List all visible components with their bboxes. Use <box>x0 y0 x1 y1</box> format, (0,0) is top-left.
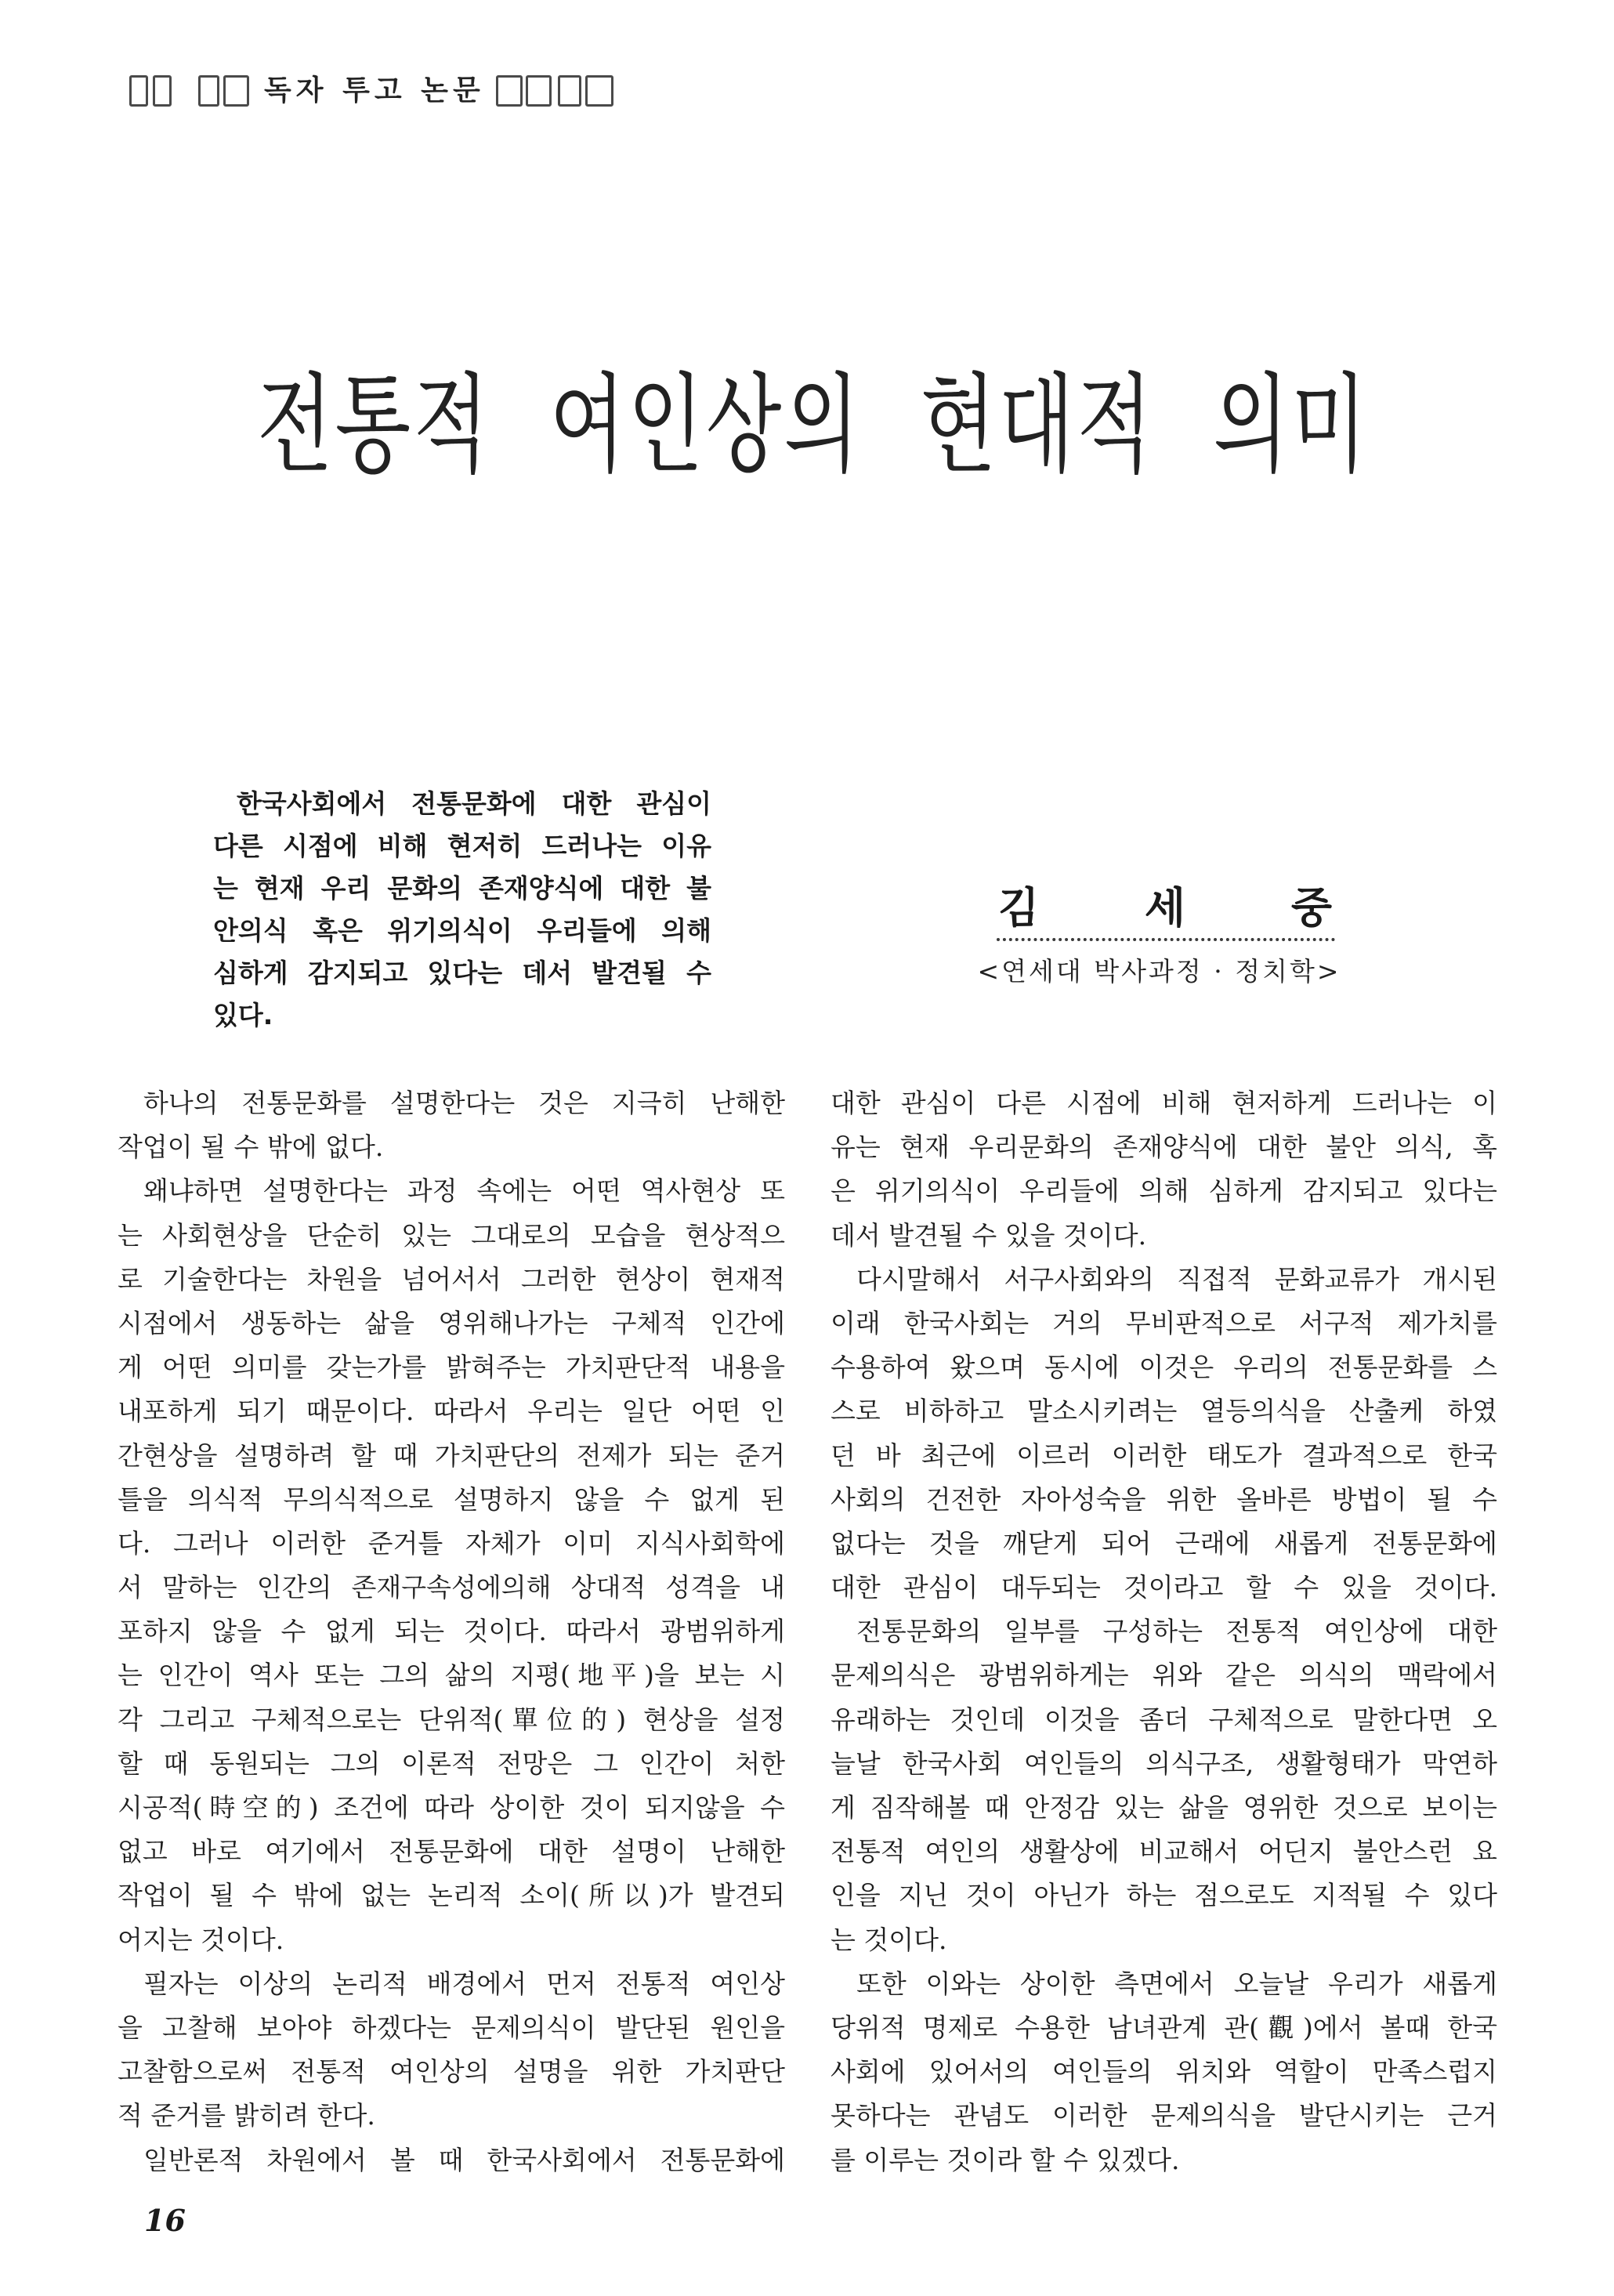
body-line: 당위적 명제로 수용한 남녀관계 관(觀)에서 볼때 한국 <box>831 2012 1497 2043</box>
body-line: 인을 지닌 것이 아닌가 하는 점으로도 지적될 수 있다 <box>831 1880 1497 1911</box>
body-line: 은 위기의식이 우리들에 의해 심하게 감지되고 있다는 <box>831 1175 1497 1207</box>
body-line: 각 그리고 구체적으로는 단위적(單位的) 현상을 설정 <box>118 1704 785 1735</box>
header-ornament-box <box>153 75 172 107</box>
body-paragraph <box>831 1081 1497 1258</box>
header-ornament-box <box>558 75 581 107</box>
body-paragraph <box>118 2138 785 2182</box>
body-line: 게 짐작해볼 때 안정감 있는 삶을 영위한 것으로 보이는 <box>831 1792 1497 1823</box>
body-line: 이래 한국사회는 거의 무비판적으로 서구적 제가치를 <box>831 1307 1497 1338</box>
body-line: 사회의 건전한 자아성숙을 위한 올바른 방법이 될 수 <box>831 1483 1497 1515</box>
body-paragraph <box>118 1169 785 1961</box>
body-line: 대한 관심이 대두되는 것이라고 할 수 있을 것이다. <box>831 1572 1497 1603</box>
header-ornament-box <box>198 75 219 107</box>
body-paragraph <box>831 1962 1497 2182</box>
body-line: 서 말하는 인간의 존재구속성에의해 상대적 성격을 내 <box>118 1572 785 1603</box>
article-title: 전통적 여인상의 현대적 의미 <box>257 361 1370 489</box>
body-line: 는 인간이 역사 또는 그의 삶의 지평(地平)을 보는 시 <box>118 1660 785 1691</box>
body-line: 시점에서 생동하는 삶을 영위해나가는 구체적 인간에 <box>118 1307 785 1338</box>
abstract-line: 한국사회에서 전통문화에 대한 관심이 <box>237 788 711 819</box>
body-line: 어지는 것이다. <box>118 1924 284 1955</box>
body-line: 또한 이와는 상이한 측면에서 오늘날 우리가 새롭게 <box>856 1968 1497 1999</box>
author-dotted-rule <box>997 938 1335 941</box>
body-paragraph <box>118 1081 785 1169</box>
body-paragraph <box>118 1962 785 2138</box>
body-line: 내포하게 되기 때문이다. 따라서 우리는 일단 어떤 인 <box>118 1396 785 1427</box>
header-ornament-box <box>223 75 249 107</box>
abstract-line: 심하게 감지되고 있다는 데서 발견될 수 <box>213 958 711 988</box>
body-line: 데서 발견될 수 있을 것이다. <box>831 1219 1147 1251</box>
abstract-line: 안의식 혹은 위기의식이 우리들에 의해 <box>213 915 711 946</box>
article-abstract <box>213 783 711 1037</box>
body-line: 유래하는 것인데 이것을 좀더 구체적으로 말한다면 오 <box>831 1704 1497 1735</box>
body-line: 로 기술한다는 차원을 넘어서서 그러한 현상이 현재적 <box>118 1263 785 1295</box>
body-line: 틀을 의식적 무의식적으로 설명하지 않을 수 없게 된 <box>118 1483 785 1515</box>
body-line: 고찰함으로써 전통적 여인상의 설명을 위한 가치판단 <box>118 2056 785 2088</box>
body-line: 작업이 될 수 밖에 없다. <box>118 1132 384 1163</box>
body-line: 없다는 것을 깨닫게 되어 근래에 새롭게 전통문화에 <box>831 1527 1497 1559</box>
section-label: 독자 투고 논문 <box>264 74 485 107</box>
header-ornament-box <box>496 75 523 107</box>
body-line: 는 것이다. <box>831 1924 947 1955</box>
page-number: 16 <box>144 2203 186 2238</box>
body-line: 적 준거를 밝히려 한다. <box>118 2100 375 2131</box>
body-column-left <box>118 1081 785 2182</box>
body-line: 작업이 될 수 밖에 없는 논리적 소이(所以)가 발견되 <box>118 1880 785 1911</box>
body-line: 할 때 동원되는 그의 이론적 전망은 그 인간이 처한 <box>118 1747 785 1779</box>
header-ornament-box <box>585 75 613 107</box>
body-line: 왜냐하면 설명한다는 과정 속에는 어떤 역사현상 또 <box>143 1175 785 1207</box>
abstract-line: 는 현재 우리 문화의 존재양식에 대한 불 <box>213 873 711 904</box>
abstract-line: 있다. <box>213 1000 273 1030</box>
body-line: 사회에 있어서의 여인들의 위치와 역할이 만족스럽지 <box>831 2056 1497 2088</box>
body-line: 스로 비하하고 말소시키려는 열등의식을 산출케 하였 <box>831 1396 1497 1427</box>
body-line: 전통적 여인의 생활상에 비교해서 어딘지 불안스런 요 <box>831 1836 1497 1867</box>
body-paragraph <box>831 1610 1497 1962</box>
body-line: 는 사회현상을 단순히 있는 그대로의 모습을 현상적으 <box>118 1219 785 1251</box>
body-line: 유는 현재 우리문화의 존재양식에 대한 불안 의식, 혹 <box>831 1132 1497 1163</box>
body-line: 못하다는 관념도 이러한 문제의식을 발단시키는 근거 <box>831 2100 1497 2131</box>
body-line: 포하지 않을 수 없게 되는 것이다. 따라서 광범위하게 <box>118 1616 785 1647</box>
body-line: 다시말해서 서구사회와의 직접적 문화교류가 개시된 <box>856 1263 1497 1295</box>
body-line: 늘날 한국사회 여인들의 의식구조, 생활형태가 막연하 <box>831 1747 1497 1779</box>
body-line: 을 고찰해 보아야 하겠다는 문제의식이 발단된 원인을 <box>118 2012 785 2043</box>
body-paragraph <box>831 1258 1497 1610</box>
body-line: 다. 그러나 이러한 준거틀 자체가 이미 지식사회학에 <box>118 1527 785 1559</box>
body-line: 수용하여 왔으며 동시에 이것은 우리의 전통문화를 스 <box>831 1352 1497 1383</box>
body-line: 전통문화의 일부를 구성하는 전통적 여인상에 대한 <box>856 1616 1497 1647</box>
header-ornament-box <box>526 75 552 107</box>
body-line: 시공적(時空的) 조건에 따라 상이한 것이 되지않을 수 <box>118 1792 785 1823</box>
body-line: 없고 바로 여기에서 전통문화에 대한 설명이 난해한 <box>118 1836 785 1867</box>
body-line: 문제의식은 광범위하게는 위와 같은 의식의 맥락에서 <box>831 1660 1497 1691</box>
body-column-right <box>831 1081 1497 2182</box>
author-affiliation: <연세대 박사과정 · 정치학> <box>977 956 1341 987</box>
body-line: 를 이루는 것이라 할 수 있겠다. <box>831 2144 1180 2175</box>
body-line: 간현상을 설명하려 할 때 가치판단의 전제가 되는 준거 <box>118 1440 785 1471</box>
header-ornament-box <box>129 75 148 107</box>
author-name: 김 세 중 <box>998 883 1332 933</box>
body-line: 일반론적 차원에서 볼 때 한국사회에서 전통문화에 <box>143 2144 785 2175</box>
abstract-line: 다른 시점에 비해 현저히 드러나는 이유 <box>213 831 711 861</box>
body-line: 하나의 전통문화를 설명한다는 것은 지극히 난해한 <box>143 1088 785 1118</box>
body-line: 던 바 최근에 이르러 이러한 태도가 결과적으로 한국 <box>831 1440 1497 1471</box>
body-line: 필자는 이상의 논리적 배경에서 먼저 전통적 여인상 <box>143 1968 785 1999</box>
body-line: 게 어떤 의미를 갖는가를 밝혀주는 가치판단적 내용을 <box>118 1352 785 1383</box>
body-line: 대한 관심이 다른 시점에 비해 현저하게 드러나는 이 <box>831 1088 1497 1118</box>
